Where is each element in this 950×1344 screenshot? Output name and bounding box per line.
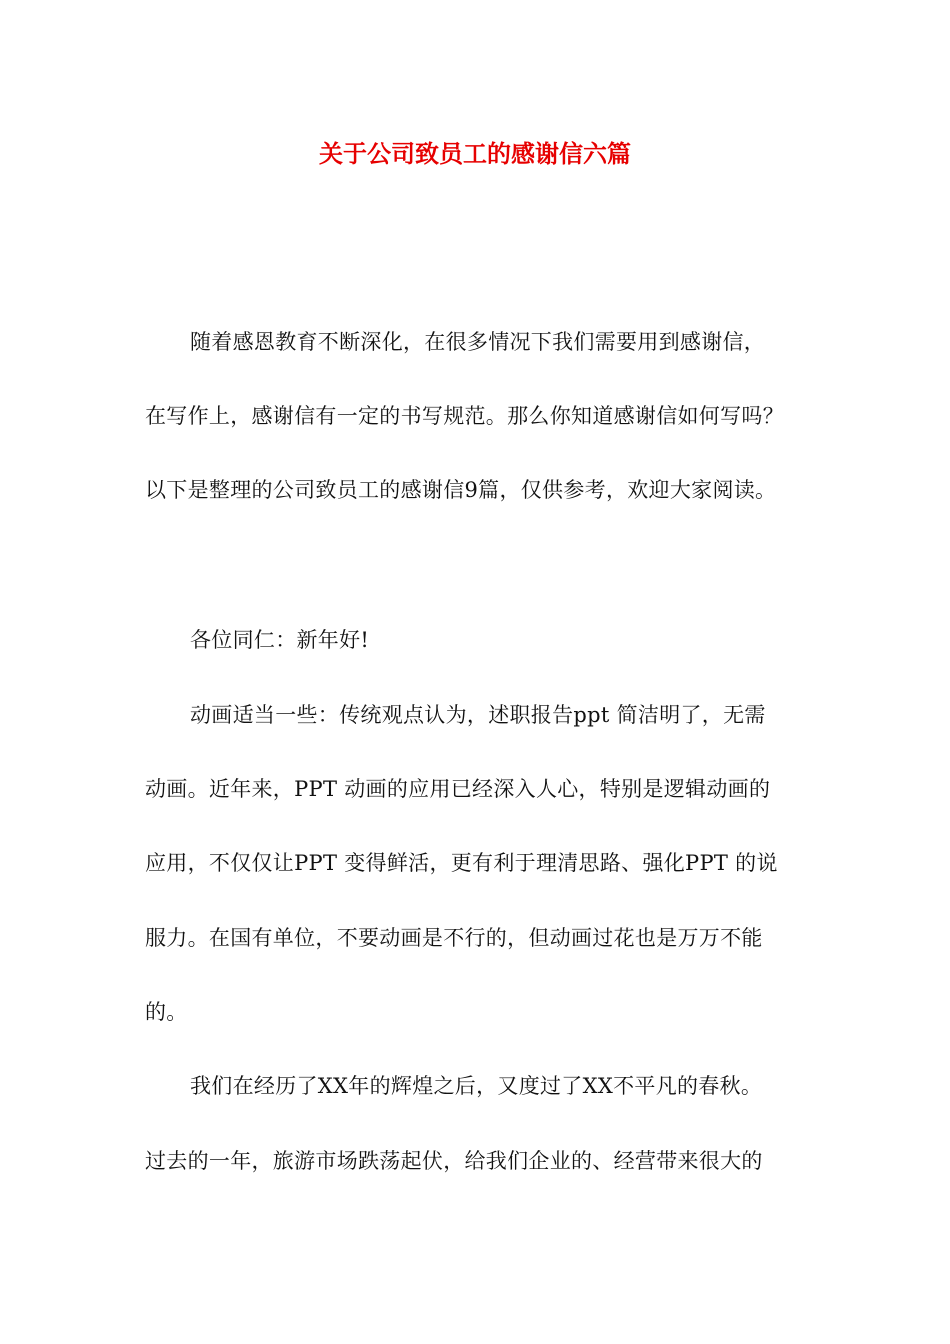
para1-line-4: 服力。在国有单位，不要动画是不行的，但动画过花也是万万不能 — [145, 926, 763, 950]
greeting-line: 各位同仁：新年好! — [190, 628, 370, 652]
para1-line-1: 动画适当一些：传统观点认为，述职报告ppt 简洁明了，无需 — [190, 703, 766, 727]
intro-line-2: 在写作上，感谢信有一定的书写规范。那么你知道感谢信如何写吗？ — [145, 404, 784, 428]
intro-line-3: 以下是整理的公司致员工的感谢信9篇，仅供参考，欢迎大家阅读。 — [145, 478, 777, 502]
document-title: 关于公司致员工的感谢信六篇 — [319, 140, 631, 168]
para1-line-3: 应用，不仅仅让PPT 变得鲜活，更有利于理清思路、强化PPT 的说 — [145, 851, 778, 875]
para1-line-5: 的。 — [145, 1000, 188, 1024]
intro-line-1: 随着感恩教育不断深化，在很多情况下我们需要用到感谢信， — [190, 330, 766, 354]
para2-line-2: 过去的一年，旅游市场跌荡起伏，给我们企业的、经营带来很大的 — [145, 1149, 763, 1173]
para2-line-1: 我们在经历了XX年的辉煌之后，又度过了XX不平凡的春秋。 — [190, 1074, 763, 1098]
para1-line-2: 动画。近年来，PPT 动画的应用已经深入人心，特别是逻辑动画的 — [145, 777, 771, 801]
